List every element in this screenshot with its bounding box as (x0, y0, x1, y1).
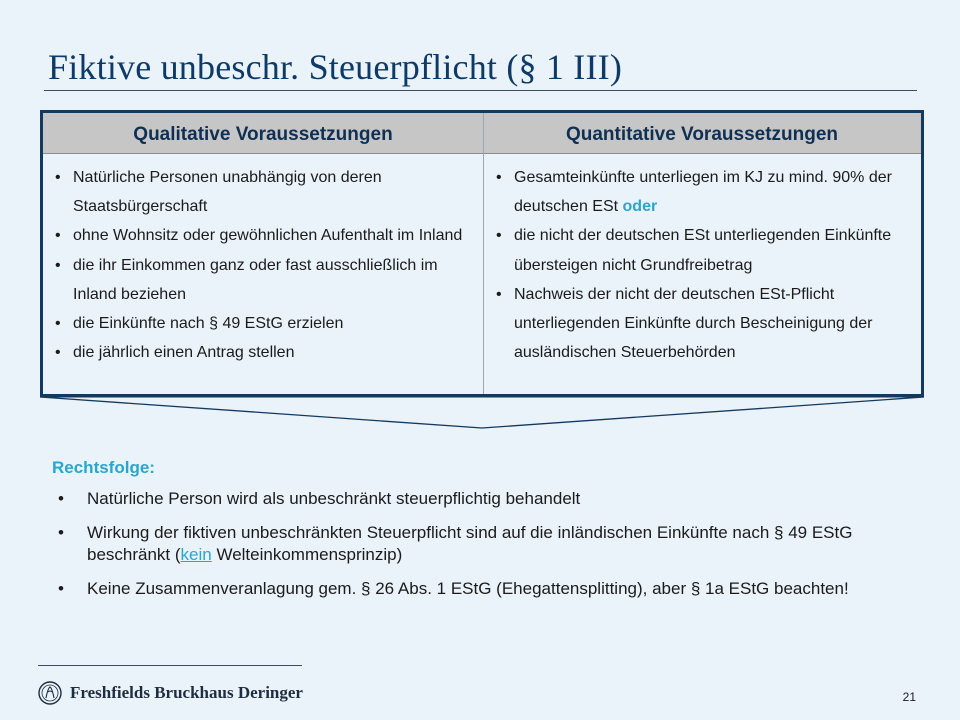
list-item: • ohne Wohnsitz oder gewöhnlichen Aufenthalt im Inland (51, 221, 479, 250)
list-item-text: Wirkung der fiktiven unbeschränkten Steuerpflicht sind auf die inländischen Einkünfte nach § 49 EStG beschränkt ( (87, 523, 853, 564)
list-item-text: Welteinkommensprinzip) (211, 545, 403, 564)
column-divider (483, 113, 484, 394)
qualitative-cell (51, 163, 479, 367)
header-quantitative: Quantitative Voraussetzungen (565, 124, 839, 145)
kein-link[interactable]: kein (180, 545, 212, 564)
list-item (52, 522, 912, 566)
quantitative-list (492, 163, 918, 367)
list-item: • die Einkünfte nach § 49 EStG erzielen (51, 309, 479, 338)
header-qualitative: Qualitative Voraussetzungen (133, 124, 393, 145)
qualitative-list (51, 163, 479, 367)
rechtsfolge-heading: Rechtsfolge: (52, 458, 155, 477)
company-logo (38, 680, 303, 706)
quantitative-cell (492, 163, 918, 367)
list-item: • Keine Zusammenveranlagung gem. § 26 Abs. 1 EStG (Ehegattensplitting), aber § 1a EStG beachten! (52, 578, 912, 600)
accent-oder: oder (622, 198, 658, 216)
table-header-row (43, 113, 921, 154)
list-item: • die nicht der deutschen ESt unterliegenden Einkünfte übersteigen nicht Grundfreibetrag (492, 221, 918, 279)
chevron-down-icon (40, 396, 924, 432)
footer-divider (38, 665, 302, 666)
list-item: • die ihr Einkommen ganz oder fast ausschließlich im Inland beziehen (51, 251, 479, 309)
list-item: • die jährlich einen Antrag stellen (51, 338, 479, 367)
seal-icon (38, 680, 62, 706)
list-item: • Natürliche Person wird als unbeschränkt steuerpflichtig behandelt (52, 488, 912, 510)
list-item-text: Gesamteinkünfte unterliegen im KJ zu mind. 90% der deutschen ESt (514, 169, 892, 216)
page-number: 21 (902, 690, 916, 704)
rechtsfolge-list (52, 488, 912, 612)
list-item: • Nachweis der nicht der deutschen ESt-Pflicht unterliegenden Einkünfte durch Bescheinigung der ausländischen Steuerbehörden (492, 280, 918, 368)
title-divider (44, 90, 917, 91)
requirements-table (40, 110, 924, 397)
logo-text: Freshfields Bruckhaus Deringer (70, 683, 303, 702)
page-title: Fiktive unbeschr. Steuerpflicht (§ 1 III) (48, 47, 623, 87)
list-item (492, 163, 918, 221)
list-item: • Natürliche Personen unabhängig von deren Staatsbürgerschaft (51, 163, 479, 221)
